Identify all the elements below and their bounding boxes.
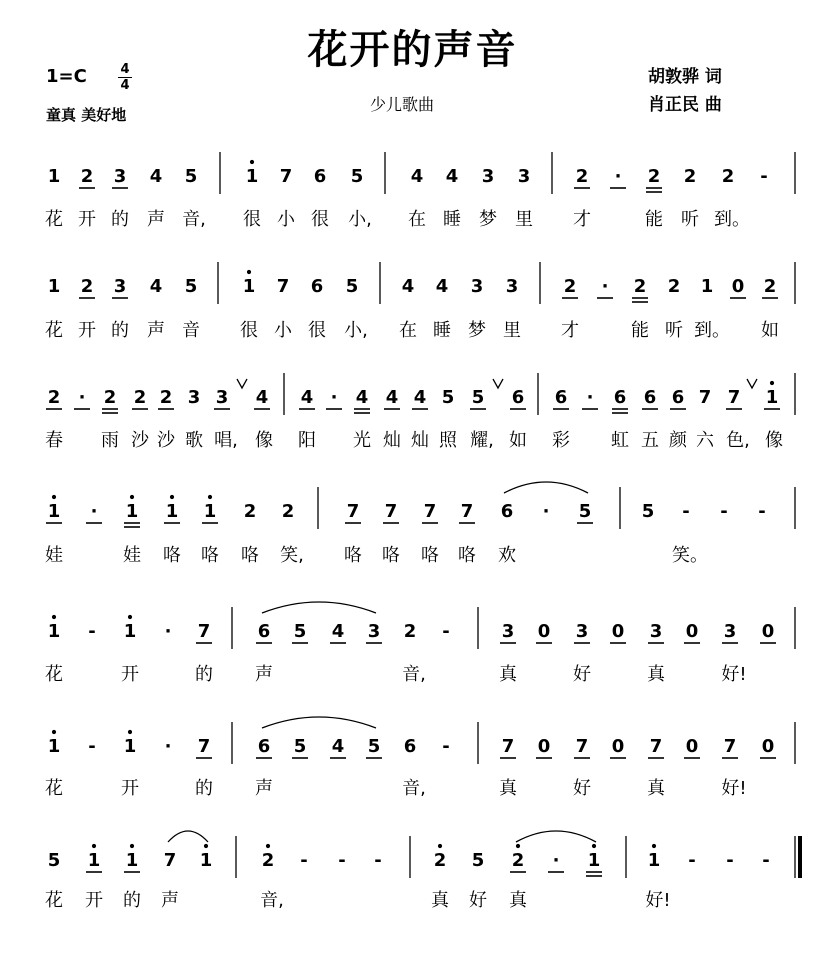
note: 3 <box>575 621 589 642</box>
octave-dot <box>770 381 774 385</box>
note: 2 <box>133 387 147 408</box>
lyric: 音 <box>182 320 200 341</box>
lyric: 虹 <box>611 430 629 451</box>
breath-mark <box>747 379 757 388</box>
note: 3 <box>505 276 519 297</box>
lyric: 开 <box>78 320 96 341</box>
lyric: 像 <box>255 430 273 451</box>
note: 2 <box>683 166 697 187</box>
lyric: 照 <box>439 430 457 451</box>
note: 1 <box>125 501 139 522</box>
lyric: 的 <box>195 664 213 685</box>
note: 5 <box>184 166 198 187</box>
lyric: 声 <box>147 320 165 341</box>
lyric: 五 <box>641 430 659 451</box>
lyric: 音, <box>402 778 426 799</box>
note: - <box>762 850 770 871</box>
note: 3 <box>649 621 663 642</box>
note: · <box>586 387 594 408</box>
lyric: 小, <box>348 209 372 230</box>
slur <box>262 602 376 613</box>
note: · <box>601 276 609 297</box>
lyric: 听 <box>681 209 699 230</box>
note: 4 <box>355 387 369 408</box>
note: 2 <box>763 276 777 297</box>
note: - <box>682 501 690 522</box>
note: - <box>758 501 766 522</box>
octave-dot <box>52 495 56 499</box>
lyric: 咯 <box>241 545 259 566</box>
octave-dot <box>516 844 520 848</box>
note: 5 <box>293 621 307 642</box>
note: 0 <box>761 621 775 642</box>
note: 2 <box>721 166 735 187</box>
note: 4 <box>149 276 163 297</box>
note: 4 <box>445 166 459 187</box>
note: 5 <box>471 850 485 871</box>
note: 0 <box>761 736 775 757</box>
lyric: 声 <box>147 209 165 230</box>
note: 6 <box>257 736 271 757</box>
lyric: 梦 <box>479 209 497 230</box>
note: 7 <box>649 736 663 757</box>
lyric: 咯 <box>458 545 476 566</box>
octave-dot <box>208 495 212 499</box>
lyric: 到。 <box>714 209 750 230</box>
note: 4 <box>401 276 415 297</box>
lyric: 很 <box>243 209 261 230</box>
lyric: 声 <box>255 664 273 685</box>
note: 4 <box>410 166 424 187</box>
note: 3 <box>481 166 495 187</box>
note: 2 <box>80 276 94 297</box>
lyric: 真 <box>499 664 517 685</box>
lyric: 在 <box>408 209 426 230</box>
lyric: 才 <box>573 209 591 230</box>
note: 5 <box>350 166 364 187</box>
lyric: 花 <box>45 209 63 230</box>
note: 6 <box>310 276 324 297</box>
lyric: 笑。 <box>672 545 708 566</box>
note: · <box>330 387 338 408</box>
lyric: 的 <box>195 778 213 799</box>
lyric: 咯 <box>163 545 181 566</box>
song-title: 花开的声音 <box>307 27 518 73</box>
note: 0 <box>537 621 551 642</box>
lyric: 好! <box>721 664 747 685</box>
note: 1 <box>647 850 661 871</box>
lyric: 音, <box>260 890 284 911</box>
slur <box>262 717 376 728</box>
lyric: 好 <box>469 890 487 911</box>
note: 6 <box>643 387 657 408</box>
note: 0 <box>685 621 699 642</box>
note: 7 <box>276 276 290 297</box>
note: 0 <box>685 736 699 757</box>
note: - <box>300 850 308 871</box>
note: 2 <box>47 387 61 408</box>
note: 5 <box>578 501 592 522</box>
note: 1 <box>123 736 137 757</box>
note: 2 <box>80 166 94 187</box>
lyric: 的 <box>111 320 129 341</box>
lyric: 唱, <box>214 430 238 451</box>
lyric: 花 <box>45 664 63 685</box>
breath-mark <box>237 379 247 388</box>
lyric: 开 <box>78 209 96 230</box>
note: 2 <box>243 501 257 522</box>
lyric: 娃 <box>45 545 63 566</box>
lyric: 好! <box>721 778 747 799</box>
lyric: 如 <box>761 320 779 341</box>
note: 2 <box>667 276 681 297</box>
note: 1 <box>47 166 61 187</box>
lyric: 娃 <box>123 545 141 566</box>
octave-dot <box>128 615 132 619</box>
note: 3 <box>367 621 381 642</box>
note: - <box>374 850 382 871</box>
note: - <box>688 850 696 871</box>
note: 4 <box>149 166 163 187</box>
note: 2 <box>433 850 447 871</box>
lyric: 灿 <box>411 430 429 451</box>
note: · <box>78 387 86 408</box>
note: 5 <box>441 387 455 408</box>
lyric: 好! <box>645 890 671 911</box>
lyric: 颜 <box>669 430 687 451</box>
note: 0 <box>611 621 625 642</box>
note: 5 <box>367 736 381 757</box>
lyric: 音, <box>182 209 206 230</box>
note: · <box>164 621 172 642</box>
note: 5 <box>293 736 307 757</box>
note: 3 <box>501 621 515 642</box>
note: 7 <box>727 387 741 408</box>
lyric: 阳 <box>298 430 316 451</box>
note: 1 <box>242 276 256 297</box>
note: 2 <box>281 501 295 522</box>
note: 1 <box>765 387 779 408</box>
note: 7 <box>346 501 360 522</box>
note: 7 <box>460 501 474 522</box>
lyric: 才 <box>561 320 579 341</box>
note: 3 <box>113 276 127 297</box>
slur <box>168 831 208 842</box>
lyric: 好 <box>573 664 591 685</box>
slur <box>516 831 596 842</box>
note: - <box>88 621 96 642</box>
note: 2 <box>103 387 117 408</box>
note: 6 <box>671 387 685 408</box>
lyric: 到。 <box>694 320 730 341</box>
lyric: 真 <box>499 778 517 799</box>
lyric: 咯 <box>201 545 219 566</box>
tempo-mood: 童真 美好地 <box>46 106 127 124</box>
lyric: 真 <box>431 890 449 911</box>
note: 7 <box>197 736 211 757</box>
lyric: 花 <box>45 890 63 911</box>
lyric: 彩 <box>552 430 570 451</box>
lyric: 沙 <box>131 430 149 451</box>
song-subtitle: 少儿歌曲 <box>370 95 435 114</box>
octave-dot <box>130 844 134 848</box>
octave-dot <box>52 730 56 734</box>
note: 1 <box>125 850 139 871</box>
note: 2 <box>261 850 275 871</box>
lyric: 歌 <box>185 430 203 451</box>
lyric: 很 <box>311 209 329 230</box>
note: 6 <box>554 387 568 408</box>
note: 4 <box>300 387 314 408</box>
octave-dot <box>204 844 208 848</box>
note: 3 <box>215 387 229 408</box>
note: 1 <box>203 501 217 522</box>
lyric: 小 <box>277 209 295 230</box>
note: 1 <box>199 850 213 871</box>
lyric: 里 <box>503 320 521 341</box>
note: 3 <box>723 621 737 642</box>
octave-dot <box>130 495 134 499</box>
lyric: 耀, <box>470 430 494 451</box>
lyric: 在 <box>399 320 417 341</box>
note: 1 <box>587 850 601 871</box>
note: 2 <box>633 276 647 297</box>
note: 6 <box>257 621 271 642</box>
lyric: 真 <box>509 890 527 911</box>
note: 6 <box>613 387 627 408</box>
note: 2 <box>159 387 173 408</box>
lyric: 的 <box>111 209 129 230</box>
note: · <box>164 736 172 757</box>
note: 4 <box>331 621 345 642</box>
lyric: 光 <box>353 430 371 451</box>
lyric: 如 <box>509 430 527 451</box>
lyric: 开 <box>121 664 139 685</box>
meter-top: 4 <box>120 62 130 77</box>
note: 4 <box>385 387 399 408</box>
lyric: 的 <box>123 890 141 911</box>
composer-credit: 肖正民 曲 <box>648 95 722 115</box>
note: 2 <box>575 166 589 187</box>
note: 5 <box>345 276 359 297</box>
note: · <box>552 850 560 871</box>
lyric: 真 <box>647 664 665 685</box>
octave-dot <box>128 730 132 734</box>
note: 5 <box>184 276 198 297</box>
note: 3 <box>113 166 127 187</box>
note: 1 <box>47 736 61 757</box>
note: 2 <box>563 276 577 297</box>
octave-dot <box>266 844 270 848</box>
lyric: 开 <box>85 890 103 911</box>
lyric: 很 <box>240 320 258 341</box>
note: - <box>726 850 734 871</box>
note: 3 <box>470 276 484 297</box>
note: 3 <box>517 166 531 187</box>
lyricist-credit: 胡敦骅 词 <box>648 67 722 87</box>
note: 0 <box>731 276 745 297</box>
note: 7 <box>197 621 211 642</box>
note: 6 <box>403 736 417 757</box>
note: 5 <box>641 501 655 522</box>
note: - <box>760 166 768 187</box>
note: 7 <box>698 387 712 408</box>
note: 5 <box>47 850 61 871</box>
lyric: 睡 <box>443 209 461 230</box>
note: 0 <box>537 736 551 757</box>
note: 1 <box>700 276 714 297</box>
lyric: 六 <box>696 430 714 451</box>
note: · <box>90 501 98 522</box>
note: 7 <box>501 736 515 757</box>
note: 1 <box>47 276 61 297</box>
lyric: 听 <box>665 320 683 341</box>
note: - <box>338 850 346 871</box>
lyric: 音, <box>402 664 426 685</box>
lyric: 沙 <box>157 430 175 451</box>
note: 1 <box>47 501 61 522</box>
lyric: 灿 <box>383 430 401 451</box>
lyric: 声 <box>161 890 179 911</box>
note: - <box>442 621 450 642</box>
octave-dot <box>592 844 596 848</box>
lyric: 好 <box>573 778 591 799</box>
meter-bottom: 4 <box>118 77 132 93</box>
octave-dot <box>170 495 174 499</box>
note: 1 <box>87 850 101 871</box>
note: 2 <box>403 621 417 642</box>
octave-dot <box>247 270 251 274</box>
lyric: 睡 <box>433 320 451 341</box>
note: 1 <box>165 501 179 522</box>
note: 1 <box>123 621 137 642</box>
lyric: 花 <box>45 778 63 799</box>
note: 4 <box>331 736 345 757</box>
key-signature: 1=C <box>46 66 87 87</box>
note: · <box>614 166 622 187</box>
lyric: 笑, <box>280 545 304 566</box>
lyric: 里 <box>515 209 533 230</box>
note: 7 <box>723 736 737 757</box>
note: 4 <box>255 387 269 408</box>
lyric: 像 <box>765 430 783 451</box>
octave-dot <box>250 160 254 164</box>
note: 6 <box>500 501 514 522</box>
lyric: 小 <box>274 320 292 341</box>
note: 7 <box>279 166 293 187</box>
note: 7 <box>575 736 589 757</box>
note: 7 <box>423 501 437 522</box>
octave-dot <box>92 844 96 848</box>
lyric: 能 <box>645 209 663 230</box>
lyric: 雨 <box>101 430 119 451</box>
lyric: 开 <box>121 778 139 799</box>
breath-mark <box>493 379 503 388</box>
note: 6 <box>511 387 525 408</box>
lyric: 春 <box>45 430 63 451</box>
note: 4 <box>435 276 449 297</box>
note: 3 <box>187 387 201 408</box>
note: - <box>442 736 450 757</box>
note: 0 <box>611 736 625 757</box>
lyric: 色, <box>726 430 750 451</box>
note: 7 <box>163 850 177 871</box>
note: - <box>720 501 728 522</box>
lyric: 欢 <box>498 545 516 566</box>
note: 2 <box>511 850 525 871</box>
note: 5 <box>471 387 485 408</box>
lyric: 小, <box>344 320 368 341</box>
note: 4 <box>413 387 427 408</box>
lyric: 咯 <box>382 545 400 566</box>
lyric: 梦 <box>468 320 486 341</box>
lyric: 咯 <box>344 545 362 566</box>
lyric: 很 <box>308 320 326 341</box>
lyric: 真 <box>647 778 665 799</box>
note: 6 <box>313 166 327 187</box>
note: - <box>88 736 96 757</box>
lyric: 咯 <box>421 545 439 566</box>
octave-dot <box>438 844 442 848</box>
lyric: 花 <box>45 320 63 341</box>
octave-dot <box>652 844 656 848</box>
lyric: 声 <box>255 778 273 799</box>
slur <box>504 482 588 493</box>
octave-dot <box>52 615 56 619</box>
note: 1 <box>47 621 61 642</box>
lyric: 能 <box>631 320 649 341</box>
note: 7 <box>384 501 398 522</box>
note: 2 <box>647 166 661 187</box>
note: 1 <box>245 166 259 187</box>
note: · <box>542 501 550 522</box>
